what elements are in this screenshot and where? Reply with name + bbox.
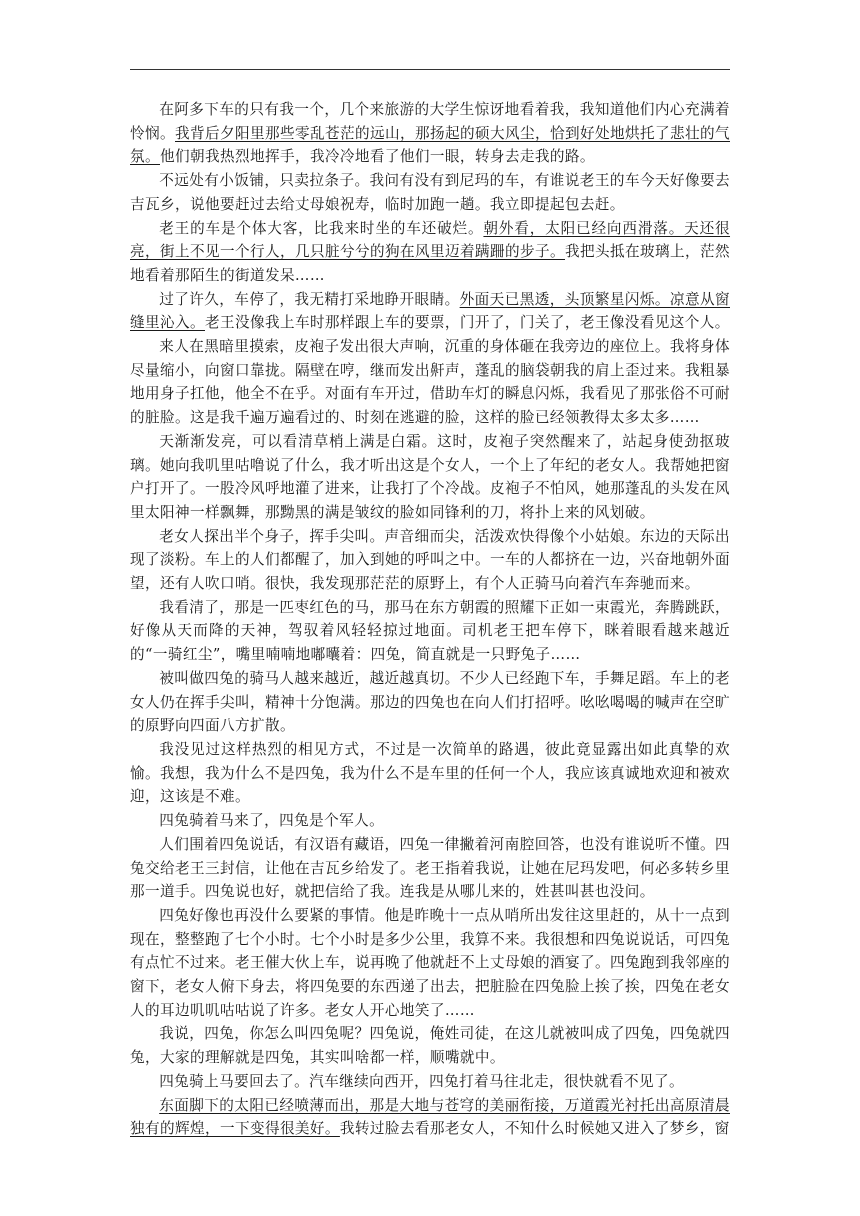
header-rule xyxy=(130,69,730,70)
paragraph xyxy=(130,98,730,169)
text-segment: 我没见过这样热烈的相见方式，不过是一次简单的路遇，彼此竟显露出如此真挚的欢愉。我想，我为什么不是四兔，我为什么不是车里的任何一个人，我应该真诚地欢迎和被欢迎，这该是不难。 xyxy=(130,740,730,806)
text-segment: 老王的车是个体大客，比我来时坐的车还破烂。 xyxy=(159,219,484,237)
text-segment: 老女人探出半个身子，挥手尖叫。声音细而尖，活泼欢快得像个小姑娘。东边的天际出现了淡粉。车上的人们都醒了，加入到她的呼叫之中。一车的人都挤在一边，兴奋地朝外面望，还有人吹口哨。很快，我发现那茫茫的原野上，有个人正骑马向着汽车奔驰而来。 xyxy=(130,527,730,593)
paragraph xyxy=(130,217,730,288)
text-segment: 四兔骑上马要回去了。汽车继续向西开，四兔打着马往北走，很快就看不见了。 xyxy=(159,1072,684,1090)
text-segment: 四兔骑着马来了，四兔是个军人。 xyxy=(159,812,385,830)
text-segment: 我把头抵在玻璃上，茫然地看着那陌生的街道发呆…… xyxy=(130,243,730,284)
text-segment: 四兔好像也再没什么要紧的事情。他是昨晚十一点从哨所出发往这里赶的，从十一点到现在，整整跑了七个小时。七个小时是多少公里，我算不来。我很想和四兔说说话，可四兔有点忙不过来。老王催大伙上车，说再晚了他就赶不上丈母娘的酒宴了。四兔跑到我邻座的窗下，老女人俯下身去，将四兔要的东西递了出去，把脏脸在四兔脸上挨了挨，四兔在老女人的耳边叽叽咕咕说了许多。老女人开心地笑了…… xyxy=(130,906,730,1019)
text-segment: 不远处有小饭铺，只卖拉条子。我问有没有到尼玛的车，有谁说老王的车今天好像要去吉瓦乡，说他要赶过去给丈母娘祝寿，临时加跑一趟。我立即提起包去赶。 xyxy=(130,172,730,213)
text-segment: 我说，四兔，你怎么叫四兔呢？四兔说，俺姓司徒，在这儿就被叫成了四兔，四兔就四兔，大家的理解就是四兔，其实叫啥都一样，顺嘴就中。 xyxy=(130,1025,730,1067)
paragraph xyxy=(130,288,730,335)
text-segment: 过了许久，车停了，我无精打采地睁开眼睛。 xyxy=(159,290,460,308)
text-segment: 在阿多下车的只有我一个，几个来旅游的大学生惊讶地看着我，我知道他们内心充满着怜悯。 xyxy=(130,101,730,142)
text-segment: 我看清了，那是一匹枣红色的马，那马在东方朝霞的照耀下正如一束霞光，奔腾跳跃，好像从天而降的天神，驾驭着风轻轻掠过地面。司机老王把车停下，眯着眼看越来越近的“一骑红尘”，嘴里喃喃地嘟囔着：四兔，简直就是一只野兔子…… xyxy=(130,598,730,664)
text-segment: 人们围着四兔说话，有汉语有藏语，四兔一律撇着河南腔回答，也没有谁说听不懂。四兔交给老王三封信，让他在吉瓦乡给发了。老王指着我说，让她在尼玛发吧，何必多转乡里那一道手。四兔说也好，就把信给了我。连我是从哪儿来的，姓甚叫甚也没问。 xyxy=(130,835,730,901)
underlined-text: 外面天已黑透，头顶繁星闪烁。凉意从窗缝里沁入。 xyxy=(130,290,730,332)
text-segment: 天渐渐发亮，可以看清草梢上满是白霜。这时，皮袍子突然醒来了，站起身使劲抠玻璃。她向我叽里咕噜说了什么，我才听出这是个女人，一个上了年纪的老女人。我帮她把窗户打开了。一股冷风呼地灌了进来，让我打了个冷战。皮袍子不怕风，她那蓬乱的头发在风里太阳神一样飘舞，那黝黑的满是皱纹的脸如同锋利的刀，将扑上来的风划破。 xyxy=(130,432,730,521)
underlined-text: 东面脚下的太阳已经喷薄而出，那是大地与苍穹的美丽衔接，万道霞光衬托出高原清晨独有的辉煌，一下变得很美好。 xyxy=(130,1096,730,1138)
text-segment: 老王没像我上车时那样跟上车的要票，门开了，门关了，老王像没看见这个人。 xyxy=(204,314,730,332)
document-body xyxy=(130,98,730,1141)
paragraph xyxy=(130,1070,730,1094)
paragraph xyxy=(130,904,730,1023)
text-segment: 被叫做四兔的骑马人越来越近，越近越真切。不少人已经跑下车，手舞足蹈。车上的老女人仍在挥手尖叫，精神十分饱满。那边的四兔也在向人们打招呼。吆吆喝喝的喊声在空旷的原野向四面八方扩散。 xyxy=(130,669,730,735)
text-segment: 来人在黑暗里摸索，皮袍子发出很大声响，沉重的身体砸在我旁边的座位上。我将身体尽量缩小，向窗口靠拢。隔壁在哼，继而发出鼾声，蓬乱的脑袋朝我的肩上歪过来。我粗暴地用身子扛他，他全不在乎。对面有车开过，借助车灯的瞬息闪烁，我看见了那张俗不可耐的脏脸。这是我千遍万遍看过的、时刻在逃避的脸，这样的脸已经领教得太多太多…… xyxy=(130,338,730,427)
paragraph xyxy=(130,335,730,430)
text-segment: 我转过脸去看那老女人，不知什么时候她又进入了梦乡，窗 xyxy=(339,1120,730,1138)
paragraph xyxy=(130,667,730,738)
paragraph xyxy=(130,1094,730,1141)
paragraph xyxy=(130,169,730,216)
paragraph xyxy=(130,833,730,904)
paragraph xyxy=(130,596,730,667)
underlined-text: 朝外看，太阳已经向西滑落。天还很亮，街上不见一个行人，几只脏兮兮的狗在风里迈着蹒跚的步子。 xyxy=(130,219,731,261)
paragraph xyxy=(130,1022,730,1069)
paragraph xyxy=(130,809,730,833)
paragraph xyxy=(130,738,730,809)
paragraph xyxy=(130,430,730,525)
paragraph xyxy=(130,525,730,596)
underlined-text: 我背后夕阳里那些零乱苍茫的远山，那扬起的硕大风尘，恰到好处地烘托了悲壮的气氛。 xyxy=(130,124,730,166)
text-segment: 他们朝我热烈地挥手，我冷冷地看了他们一眼，转身去走我的路。 xyxy=(160,148,595,166)
